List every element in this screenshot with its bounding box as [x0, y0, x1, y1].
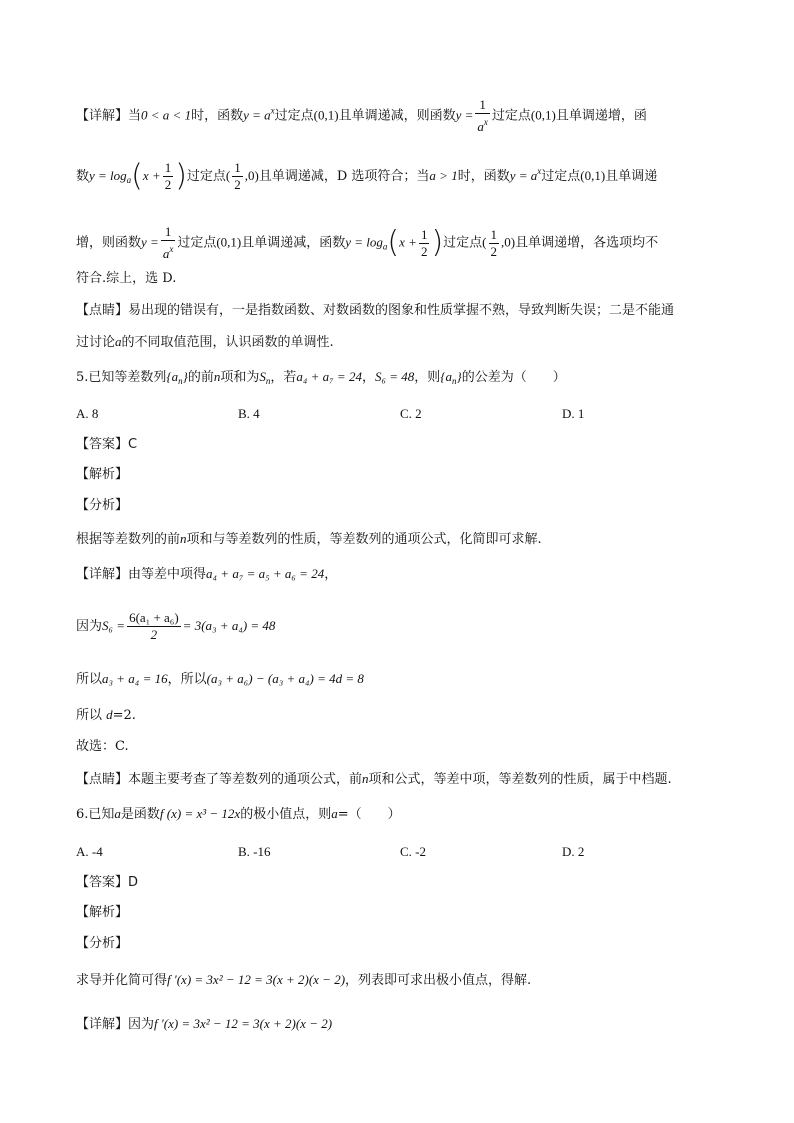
q6-jiexi: 【解析】 [76, 905, 129, 920]
q5-detail-3: 所以a₃ + a₄ = 16，所以(a₃ + a₆) − (a₃ + a₄) = 4d = 8 [76, 671, 364, 687]
q5-detail-5: 故选：C. [76, 739, 129, 754]
q5-option-a: A. 8 [76, 406, 99, 421]
q5-detail-2: 因为S₆ = $\frac{\text{6(a₁ + a₆)}}{2}$ = 3(a₃ + a₄) = 48 [76, 610, 276, 642]
q6-option-d: D. 2 [562, 844, 585, 859]
q5-fenxi: 【分析】 [76, 498, 129, 513]
detail-line-2: 数$y = \log_a(x$ + $\frac{1}{2}$ )过定点( $\frac{1}{2}$ ,0)且单调递减，D 选项符合；当a > 1时，函数$y = a^x$过定点(0,1)且单调递 [76, 158, 658, 194]
q5-option-d: D. 1 [562, 406, 585, 421]
detail-line-4: 符合.综上，选 D. [76, 271, 177, 286]
fraction-1-over-a-x: $\frac{1}{a^x}$ [477, 97, 488, 134]
q6-option-b: B. -16 [238, 844, 271, 859]
q5-stem: 5.已知等差数列$\{a_n\}$的前n项和为$S_n$，若a₄ + a₇ = 24，S₆ = 48，则$\{a_n\}$的公差为（ ） [76, 369, 566, 386]
q5-note: 【点睛】本题主要考查了等差数列的通项公式，前n项和公式，等差中项，等差数列的性质，属于中档题. [76, 771, 672, 787]
q6-analysis: 求导并化简可得f ′(x) = 3x² − 12 = 3(x + 2)(x − 2)，列表即可求出极小值点，得解. [76, 972, 532, 988]
detail-tag: 【详解】 [76, 108, 129, 124]
q5-analysis: 根据等差数列的前n项和与等差数列的性质，等差数列的通项公式，化简即可求解. [76, 531, 542, 547]
note-tag: 【点睛】 [76, 303, 129, 318]
q5-detail-1: 【详解】由等差中项得a₄ + a₇ = a₅ + a₆ = 24， [76, 566, 338, 582]
q6-answer: 【答案】D [76, 875, 139, 890]
detail-line-1: 【详解】当0 < a < 1时，函数$y = a^x$过定点(0,1)且单调递减，则函数y = $\frac{1}{a^x}$ 过定点(0,1)且单调递增，函 [76, 97, 647, 134]
q5-option-c: C. 2 [400, 406, 422, 421]
q5-detail-4: 所以 d=2. [76, 707, 136, 723]
q6-stem: 6.已知a是函数f (x) = x³ − 12x的极小值点，则a=（ ） [76, 806, 401, 822]
note-line-2: 过讨论a的不同取值范围，认识函数的单调性. [76, 334, 334, 350]
q6-detail: 【详解】因为f ′(x) = 3x² − 12 = 3(x + 2)(x − 2) [76, 1016, 333, 1032]
detail-line-3: 增，则函数y = $\frac{1}{a^x}$ 过定点(0,1)且单调递减，函数$y = \log_a(x$ + $\frac{1}{2}$ )过定点( $\frac{1}{2}$ ,0)且单调递增，各选项均不 [76, 224, 659, 261]
fraction-s6: $\frac{\text{6(a₁ + a₆)}}{2}$ [129, 610, 179, 642]
q5-option-b: B. 4 [238, 406, 260, 421]
note-line-1: 【点睛】易出现的错误有，一是指数函数、对数函数的图象和性质掌握不熟，导致判断失误；二是不能通 [76, 303, 675, 318]
q6-fenxi: 【分析】 [76, 936, 129, 951]
q5-answer: 【答案】C [76, 437, 138, 452]
q5-jiexi: 【解析】 [76, 467, 129, 482]
q6-option-a: A. -4 [76, 844, 103, 859]
q6-option-c: C. -2 [400, 844, 426, 859]
